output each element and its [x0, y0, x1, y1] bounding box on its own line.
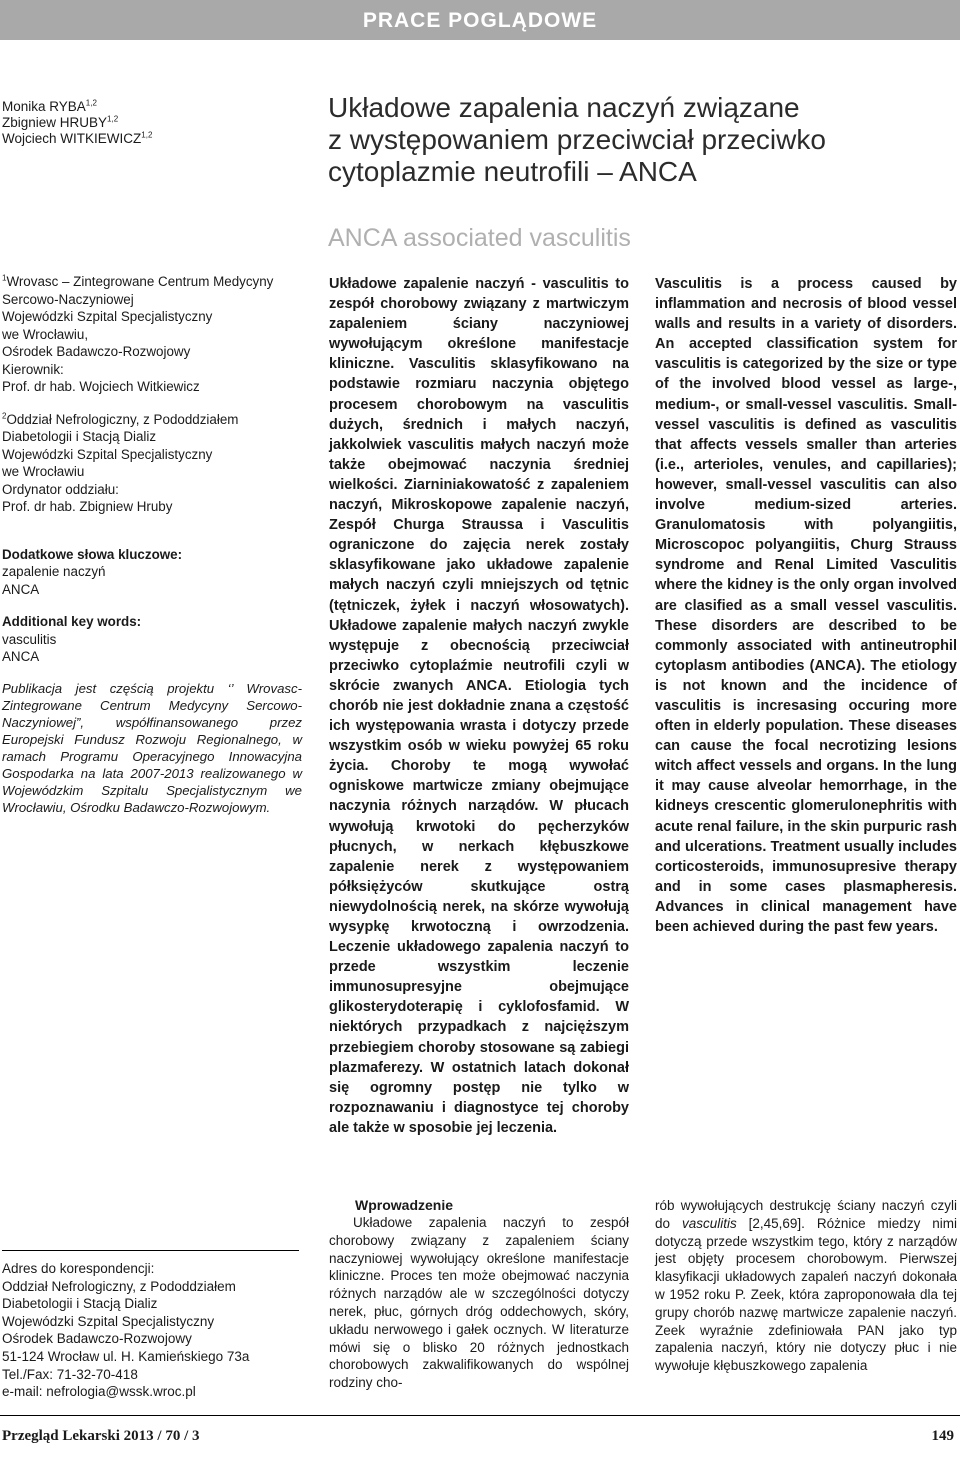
publication-note: Publikacja jest częścią projektu ‘’ Wrovasc- Zintegrowane Centrum Medycyny Sercowo- Naczyniowej”, współfinansowanego przez Europejski Fundusz Rozwoju Regionalnego, w ramach Programu Operacyjnego Innowacyjna Gospodarka na lata 2007-2013 realizowanego w Wojewódzkim Szpitalu Specjalistycznym we Wrocławiu, Ośrodku Badawczo-Rozwojowym.	[2, 680, 302, 815]
divider	[2, 1250, 299, 1251]
author-list	[2, 99, 302, 147]
keywords-heading: Additional key words:	[2, 614, 142, 629]
keyword: zapalenie naczyń	[2, 564, 106, 579]
intro-text-right: rób wywołujących destrukcję ściany naczyń czyli do vasculitis [2,45,69]. Różnice miedzy nimi dotyczą przede wszystkim tego, który z narządów jest objęty procesem chorobowym. Pierwszej klasyfikacji układowych zapaleń naczyń dokonała w 1952 roku P. Zeek, która zaproponowała dla tej grupy chorób nazwę martwicze zapalenie naczyń. Zeek wyraźnie zdefiniowała PAN jako typ zapalenia naczyń, który nie dotyczy płuc i nie wywołuje kłębuszkowego zapalenia	[655, 1198, 957, 1374]
keyword: ANCA	[2, 649, 40, 664]
section-heading: Wprowadzenie	[355, 1197, 454, 1213]
author: Monika RYBA$^{1,2}$	[2, 98, 97, 114]
keyword: vasculitis	[2, 631, 57, 647]
left-sidebar	[2, 273, 302, 816]
correspondence-address: Adres do korespondencji: Oddział Nefrologiczny, z Pododdziałem Diabetologii i Stacją Dializ Wojewódzki Szpital Specjalistyczny Ośrodek Badawczo-Rozwojowy 51-124 Wrocław ul. H. Kamieńskiego 73a Tel./Fax: 71-32-70-418 e-mail: nefrologia@wssk.wroc.pl	[2, 1261, 250, 1400]
divider	[0, 1415, 960, 1416]
affiliation-1: $^1$Wrovasc – Zintegrowane Centrum Medycyny Sercowo-Naczyniowej Wojewódzki Szpital Specjalistyczny we Wrocławiu, Ośrodek Badawczo-Rozwojowy Kierownik: Prof. dr hab. Wojciech Witkiewicz	[2, 273, 274, 394]
journal-citation: Przegląd Lekarski 2013 / 70 / 3	[2, 1428, 200, 1444]
page-number: 149	[931, 1428, 954, 1444]
keyword: ANCA	[2, 581, 40, 597]
keywords-heading: Dodatkowe słowa kluczowe:	[2, 546, 183, 562]
title-line: z występowaniem przeciwciał przeciwko	[328, 124, 826, 155]
article-title	[328, 92, 948, 188]
abstract-polish: Układowe zapalenie naczyń - vasculitis to zespół chorobowy związany z martwiczym zapaleniem ściany naczyniowej wywołującym określone manifestacje kliniczne. Vasculitis sklasyfikowano na podstawie rozmiaru naczynia objętego procesem chorobowym na vasculitis dużych, średnich i małych naczyń, jakkolwiek vasculitis małych naczyń może także obejmować naczynia średniej wielkości. Ziarniniakowatość z zapaleniem naczyń, Mikroskopowe zapalenie naczyń, Zespół Churga Straussa i Vasculitis ograniczone do zajęcia nerek zostały sklasyfikowane jako układowe zapalenie małych naczyń czyli mniejszych od tętnic (tętniczek, żyłek i naczyń włosowatych). Układowe zapalenie małych naczyń zwykle występuje z obecnością przeciwciał przeciwko cytoplaźmie neutrofili czyli w skrócie zwanych ANCA. Etiologia tych chorób nie jest dokładnie znana a częstość ich występowania wrasta i dotyczy przede wszystkim osób w wieku powyżej 65 roku życia. Choroby te mogą wywołać ogniskowe martwicze zmiany obejmujące naczynia różnych narządów. W płucach wywołują krwotoki do pęcherzyków płucnych, w nerkach kłębuszkowe zapalenie nerek z występowaniem półksiężyców skutkujące ostrą niewydolnością nerek, na skórze wywołują wysypkę krwotoczną i owrzodzenia. Leczenie układowego zapalenia naczyń to przede wszystkim leczenie immunosupresyjne obejmujące glikosterydoterapię i cyklofosfamid. W niektórych przypadkach z najcięższym przebiegiem choroby stosowane są zabiegi plazmaferezy. W ostatnich latach dokonał się ogromny postęp nie tylko w rozpoznawaniu i diagnostyce tej choroby ale także w sposobie jej leczenia.	[329, 276, 629, 1136]
english-title: ANCA associated vasculitis	[328, 224, 631, 252]
keywords-pl	[2, 546, 302, 599]
title-line: Układowe zapalenia naczyń związane	[328, 92, 800, 123]
author: Wojciech WITKIEWICZ$^{1,2}$	[2, 130, 153, 146]
affiliation-2: $^2$Oddział Nefrologiczny, z Pododdziałem Diabetologii i Stacją Dializ Wojewódzki Szpital Specjalistyczny we Wrocławiu Ordynator oddziału: Prof. dr hab. Zbigniew Hruby	[2, 411, 239, 514]
abstract-english: Vasculitis is a process caused by inflammation and necrosis of blood vessel walls and results in a variety of disorders. An accepted classification system for vasculitis is categorized by the size or type of the involved blood vessel as large-, medium-, or small-vessel vasculitis. Small-vessel vasculitis is defined as vasculitis that affects vessels smaller than arteries (i.e., arterioles, venules, and capillaries); however, small-vessel vasculitis can also involve medium-sized arteries. Granulomatosis with polyangiitis, Microscopoc polyangiitis, Churg Strauss syndrome and Renal Limited Vasculitis where the kidney is the only organ involved are clasified as a small vessel vasculitis. These disorders are described to be commonly associated with antineutrophil cytoplasm antibodies (ANCA). The etiology is not known and the incidence of vasculitis is incresasing occuring more often in elderly population. These diseases can cause the focal necrotizing lesions witch affect vessels and organs. In the lung it may cause alveolar hemorrhage, in the kidneys crescentic glomerulonephritis with acute renal failure, in the skin purpuric rash and ulcerations. Treatment usually includes corticosteroids, immunosupresive therapy and in some cases plasmapheresis. Advances in clinical management have been achieved during the past few years.	[655, 276, 957, 935]
author: Zbigniew HRUBY$^{1,2}$	[2, 114, 119, 130]
title-line: cytoplazmie neutrofili – ANCA	[328, 156, 697, 187]
section-banner: PRACE POGLĄDOWE	[0, 0, 960, 40]
intro-text-left: Układowe zapalenia naczyń to zespół chorobowy związany z zapaleniem ściany naczyniowej wywołujący określone manifestacje kliniczne. Proces ten może obejmować naczynia różnych narządów ale w szczególności dotyczy nerek, płuc, górnych dróg oddechowych, skóry, układu nerwowego i gałek ocznych. W literaturze mówi się o blisko 20 różnych jednostkach chorobowych zakwalifikowanych do wspólnej rodziny cho-	[329, 1215, 629, 1391]
keywords-en	[2, 613, 302, 666]
